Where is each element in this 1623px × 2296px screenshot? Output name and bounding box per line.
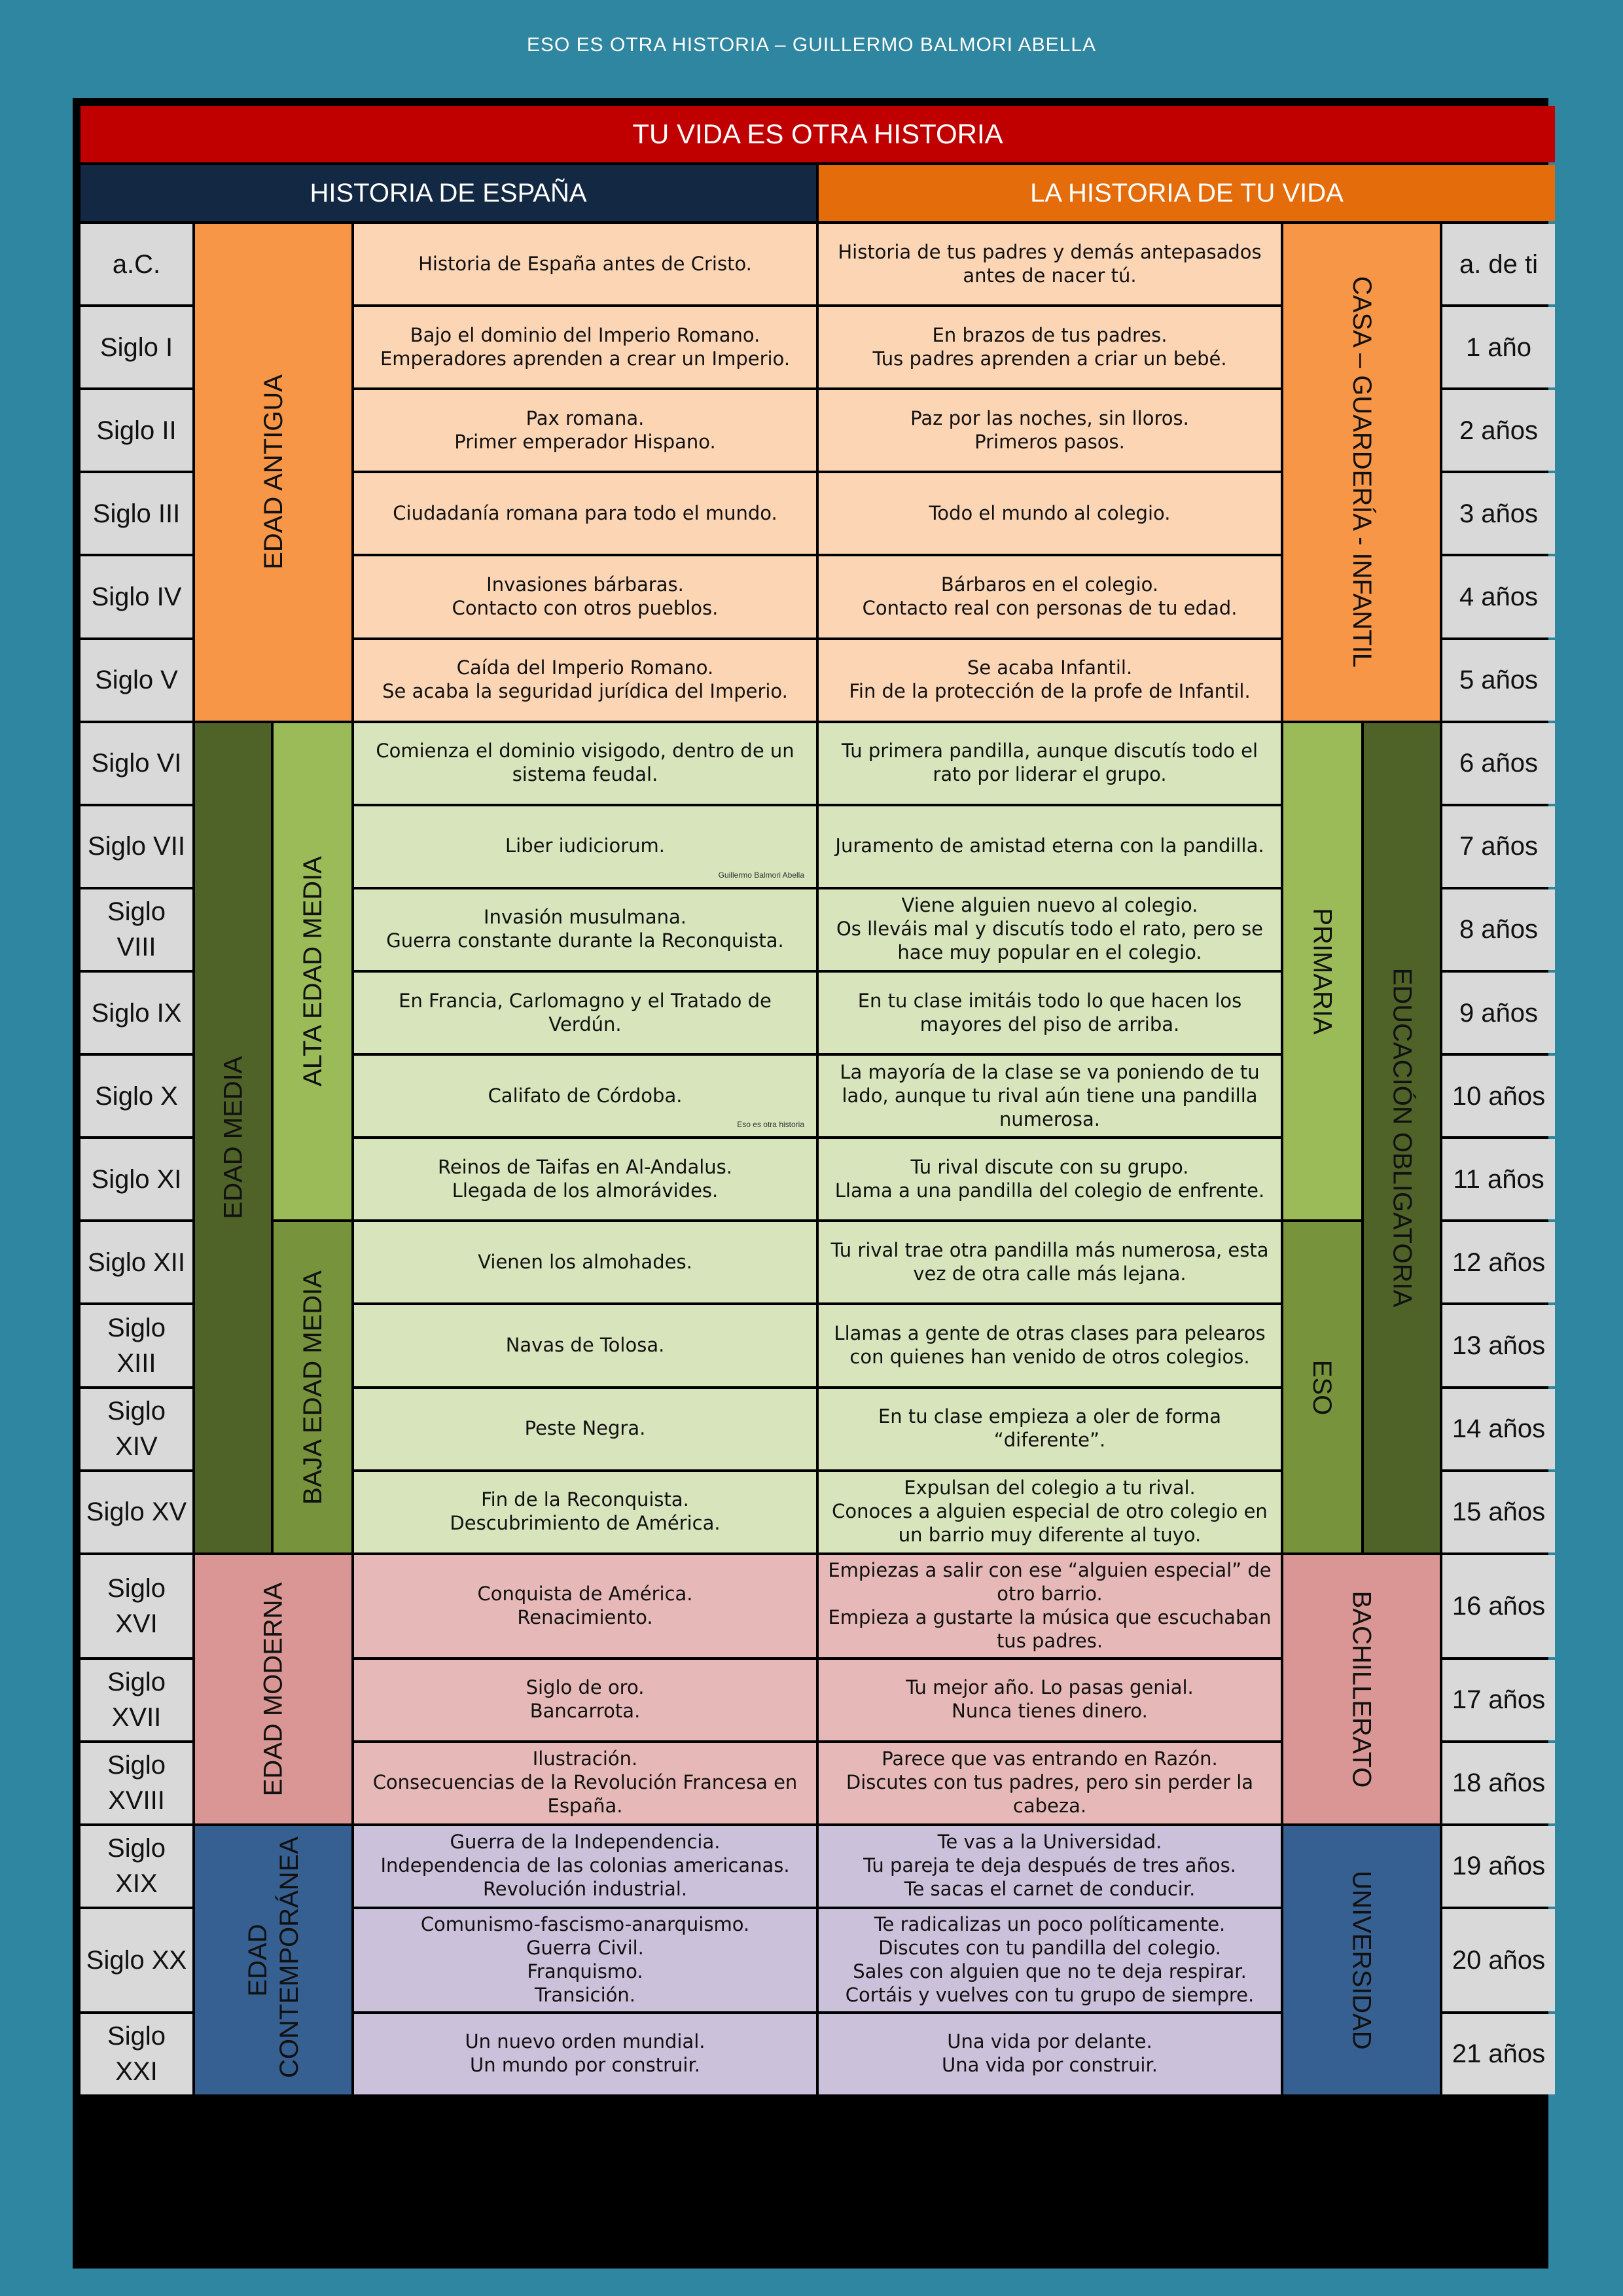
history-event-text: Guerra de la Independencia. Independencia de las colonias americanas. Revolución industrial. [380, 1831, 790, 1901]
life-event-text: Empiezas a salir con ese “alguien especial” de otro barrio. Empieza a gustarte la música que escuchaban tus padres. [828, 1558, 1272, 1652]
history-event-text: Reinos de Taifas en Al-Andalus. Llegada de los almorávides. [437, 1155, 733, 1202]
century-label: Siglo III [80, 473, 192, 554]
table-title: TU VIDA ES OTRA HISTORIA [80, 106, 1555, 162]
century-label: Siglo X [80, 1056, 192, 1136]
stage-primaria: PRIMARIA [1283, 723, 1361, 1220]
life-event-cell [819, 1743, 1281, 1823]
century-label: Siglo XVI [80, 1555, 192, 1657]
century-label: Siglo XV [80, 1472, 192, 1552]
history-event-cell [354, 1743, 816, 1823]
history-event-cell [354, 1909, 816, 2011]
history-event-text: Un nuevo orden mundial. Un mundo por construir. [465, 2030, 705, 2077]
life-event-cell [819, 1826, 1281, 1907]
age-label: 3 años [1442, 473, 1555, 554]
history-event-text: Vienen los almohades. [478, 1250, 692, 1273]
history-event-cell [354, 556, 816, 637]
century-label: Siglo XIV [80, 1389, 192, 1469]
life-event-text: Bárbaros en el colegio. Contacto real con personas de tu edad. [862, 573, 1238, 619]
age-label: 19 años [1442, 1826, 1555, 1907]
history-event-cell [354, 723, 816, 804]
history-event-cell [354, 390, 816, 471]
life-event-text: Viene alguien nuevo al colegio. Os lleváis mal y discutís todo el rato, pero se hace muy popular en el colegio. [836, 894, 1264, 964]
period-baja-edad-media: BAJA EDAD MEDIA [274, 1222, 351, 1552]
period-edad-antigua: EDAD ANTIGUA [195, 224, 351, 721]
age-label: 5 años [1442, 640, 1555, 721]
age-label: 12 años [1442, 1222, 1555, 1302]
history-event-text: Fin de la Reconquista. Descubrimiento de América. [450, 1488, 721, 1535]
century-label: Siglo XIX [80, 1826, 192, 1907]
life-event-text: Historia de tus padres y demás antepasados antes de nacer tú. [838, 240, 1262, 287]
life-event-text: Se acaba Infantil. Fin de la protección de la profe de Infantil. [849, 656, 1251, 703]
history-event-text: Navas de Tolosa. [505, 1333, 665, 1356]
history-event-cell [354, 1555, 816, 1657]
age-label: 20 años [1442, 1909, 1555, 2011]
life-event-cell [819, 1305, 1281, 1386]
life-event-text: Llamas a gente de otras clases para pelearos con quienes han venido de otros colegios. [834, 1321, 1266, 1368]
century-label: a.C. [80, 224, 192, 304]
age-label: 13 años [1442, 1305, 1555, 1386]
history-event-text: En Francia, Carlomagno y el Tratado de Verdún. [399, 989, 772, 1035]
age-label: 10 años [1442, 1056, 1555, 1136]
life-event-text: Tu primera pandilla, aunque discutís todo el rato por liderar el grupo. [841, 740, 1258, 786]
age-label: 16 años [1442, 1555, 1555, 1657]
century-label: Siglo XXI [80, 2014, 192, 2094]
life-event-cell [819, 307, 1281, 387]
century-label: Siglo XVII [80, 1660, 192, 1740]
history-event-text: Siglo de oro. Bancarrota. [526, 1676, 645, 1723]
age-label: 18 años [1442, 1743, 1555, 1823]
life-event-text: Paz por las noches, sin lloros. Primeros pasos. [910, 406, 1189, 453]
life-event-text: Tu mejor año. Lo pasas genial. Nunca tienes dinero. [906, 1676, 1194, 1723]
stage-educacion-obligatoria: EDUCACIÓN OBLIGATORIA [1364, 723, 1440, 1552]
life-event-cell [819, 1555, 1281, 1657]
period-edad-media: EDAD MEDIA [195, 723, 271, 1552]
history-event-cell [354, 1305, 816, 1386]
life-event-cell [819, 1056, 1281, 1136]
life-event-text: En tu clase imitáis todo lo que hacen los mayores del piso de arriba. [857, 989, 1242, 1035]
age-label: 11 años [1442, 1139, 1555, 1219]
life-event-cell [819, 973, 1281, 1053]
age-label: 17 años [1442, 1660, 1555, 1740]
life-event-cell [819, 889, 1281, 970]
life-event-cell [819, 640, 1281, 721]
age-label: 2 años [1442, 390, 1555, 471]
life-event-cell [819, 2014, 1281, 2094]
life-event-text: Una vida por delante. Una vida por construir. [942, 2030, 1158, 2077]
life-event-text: Juramento de amistad eterna con la pandilla. [835, 834, 1264, 857]
period-edad-contemporanea: EDAD CONTEMPORÁNEA [195, 1826, 351, 2094]
life-event-text: Parece que vas entrando en Razón. Discutes con tus padres, pero sin perder la cabeza. [846, 1748, 1254, 1818]
history-event-text: Peste Negra. [524, 1417, 646, 1440]
history-event-text: Invasiones bárbaras. Contacto con otros pueblos. [452, 573, 719, 619]
century-label: Siglo VIII [80, 889, 192, 970]
history-event-cell [354, 973, 816, 1053]
age-label: a. de ti [1442, 224, 1555, 304]
century-label: Siglo I [80, 307, 192, 387]
age-label: 21 años [1442, 2014, 1555, 2094]
century-label: Siglo XVIII [80, 1743, 192, 1823]
century-label: Siglo XI [80, 1139, 192, 1219]
history-event-text: Comunismo-fascismo-anarquismo. Guerra Civil. Franquismo. Transición. [420, 1912, 750, 2006]
age-label: 15 años [1442, 1472, 1555, 1552]
history-event-cell [354, 806, 816, 887]
life-event-text: En tu clase empieza a oler de forma “diferente”. [878, 1405, 1222, 1452]
watermark-text: Eso es otra historia [737, 1120, 804, 1130]
history-event-cell [354, 1222, 816, 1302]
history-event-text: Ilustración. Consecuencias de la Revolución Francesa en España. [372, 1748, 798, 1818]
history-event-cell [354, 224, 816, 304]
life-event-cell [819, 1139, 1281, 1219]
life-event-cell [819, 1472, 1281, 1552]
document-caption: ESO ES OTRA HISTORIA – GUILLERMO BALMORI ABELLA [526, 34, 1097, 56]
history-event-text: Conquista de América. Renacimiento. [477, 1582, 693, 1628]
age-label: 7 años [1442, 806, 1555, 887]
life-event-cell [819, 723, 1281, 804]
life-event-cell [819, 390, 1281, 471]
history-event-text: Liber iudiciorum. [505, 834, 666, 857]
stage-universidad: UNIVERSIDAD [1283, 1826, 1440, 2094]
century-label: Siglo VII [80, 806, 192, 887]
history-event-text: Pax romana. Primer emperador Hispano. [454, 406, 716, 453]
age-label: 6 años [1442, 723, 1555, 804]
history-event-text: Bajo el dominio del Imperio Romano. Emperadores aprenden a crear un Imperio. [380, 323, 791, 370]
history-event-cell [354, 1472, 816, 1552]
life-event-text: Tu rival trae otra pandilla más numerosa, esta vez de otra calle más lejana. [830, 1238, 1269, 1285]
life-event-text: Todo el mundo al colegio. [929, 501, 1171, 524]
life-event-text: Te vas a la Universidad. Tu pareja te deja después de tres años. Te sacas el carnet de conducir. [863, 1831, 1236, 1901]
life-event-cell [819, 224, 1281, 304]
century-label: Siglo IX [80, 973, 192, 1053]
stage-eso: ESO [1283, 1222, 1361, 1552]
stage-casa-guarderia-infantil: CASA – GUARDERÍA - INFANTIL [1283, 224, 1440, 721]
life-event-text: La mayoría de la clase se va poniendo de tu lado, aunque tu rival aún tiene una pandilla numerosa. [840, 1060, 1260, 1130]
century-label: Siglo VI [80, 723, 192, 804]
age-label: 4 años [1442, 556, 1555, 637]
timeline-table-frame [73, 98, 1548, 2269]
century-label: Siglo II [80, 390, 192, 471]
life-event-text: Te radicalizas un poco políticamente. Discutes con tu pandilla del colegio. Sales con alguien que no te deja respirar. Cortáis y vuelves con tu grupo de siempre. [845, 1912, 1255, 2006]
age-label: 14 años [1442, 1389, 1555, 1469]
life-event-cell [819, 1660, 1281, 1740]
history-event-cell [354, 640, 816, 721]
period-alta-edad-media: ALTA EDAD MEDIA [274, 723, 351, 1220]
timeline-table [80, 106, 1546, 2261]
life-event-text: En brazos de tus padres. Tus padres aprenden a criar un bebé. [872, 323, 1227, 370]
period-edad-moderna: EDAD MODERNA [195, 1555, 351, 1823]
history-event-cell [354, 889, 816, 970]
history-event-cell [354, 1389, 816, 1469]
history-event-cell [354, 307, 816, 387]
life-event-cell [819, 1909, 1281, 2011]
history-event-cell [354, 1660, 816, 1740]
history-event-text: Ciudadanía romana para todo el mundo. [393, 501, 777, 524]
century-label: Siglo XX [80, 1909, 192, 2011]
life-event-cell [819, 1222, 1281, 1302]
life-event-cell [819, 1389, 1281, 1469]
history-event-cell [354, 1056, 816, 1136]
life-event-text: Tu rival discute con su grupo. Llama a una pandilla del colegio de enfrente. [834, 1155, 1265, 1202]
header-history-spain: HISTORIA DE ESPAÑA [80, 165, 816, 221]
stage-bachillerato: BACHILLERATO [1283, 1555, 1440, 1823]
history-event-text: Califato de Córdoba. [488, 1084, 683, 1107]
century-label: Siglo XII [80, 1222, 192, 1302]
history-event-cell [354, 2014, 816, 2094]
life-event-cell [819, 473, 1281, 554]
history-event-text: Caída del Imperio Romano. Se acaba la seguridad jurídica del Imperio. [382, 656, 788, 703]
age-label: 8 años [1442, 889, 1555, 970]
header-life-history: LA HISTORIA DE TU VIDA [819, 165, 1555, 221]
life-event-cell [819, 806, 1281, 887]
history-event-cell [354, 473, 816, 554]
century-label: Siglo V [80, 640, 192, 721]
history-event-cell [354, 1826, 816, 1907]
century-label: Siglo IV [80, 556, 192, 637]
age-label: 1 año [1442, 307, 1555, 387]
history-event-cell [354, 1139, 816, 1219]
age-label: 9 años [1442, 973, 1555, 1053]
history-event-text: Invasión musulmana. Guerra constante durante la Reconquista. [386, 906, 784, 952]
life-event-text: Expulsan del colegio a tu rival. Conoces a alguien especial de otro colegio en un barrio muy diferente al tuyo. [832, 1477, 1268, 1547]
life-event-cell [819, 556, 1281, 637]
watermark-text: Guillermo Balmori Abella [718, 870, 804, 880]
century-label: Siglo XIII [80, 1305, 192, 1386]
history-event-text: Historia de España antes de Cristo. [418, 252, 752, 275]
history-event-text: Comienza el dominio visigodo, dentro de un sistema feudal. [376, 740, 794, 786]
